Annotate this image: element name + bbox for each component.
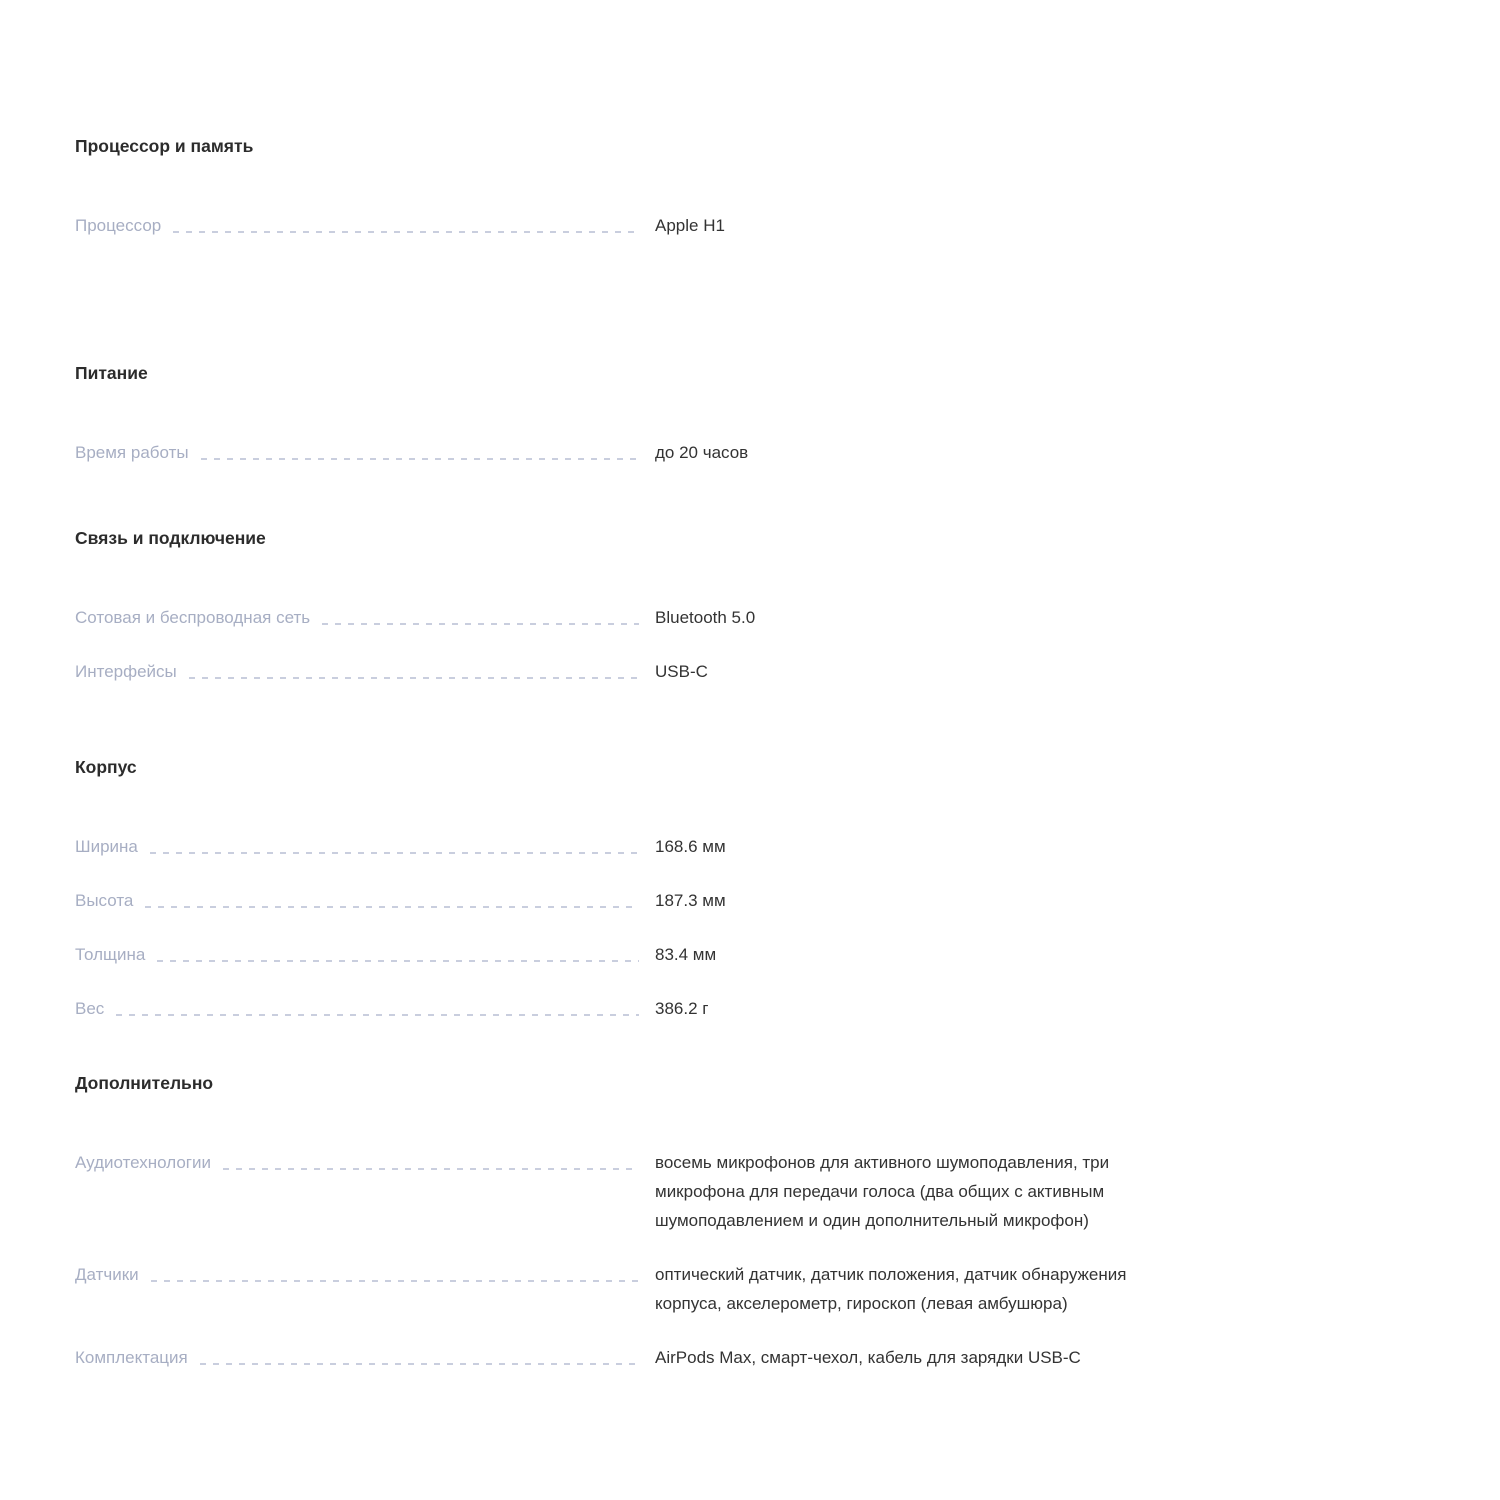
spec-label: Интерфейсы xyxy=(75,662,177,681)
spec-value: 386.2 г xyxy=(655,999,709,1018)
spec-value: Bluetooth 5.0 xyxy=(655,608,756,627)
spec-label: Комплектация xyxy=(75,1348,188,1367)
spec-value: USB-C xyxy=(655,662,708,681)
section-title: Процессор и память xyxy=(75,136,254,156)
spec-row xyxy=(75,211,1425,240)
spec-section-power xyxy=(75,361,1425,467)
spec-row-left xyxy=(75,832,655,861)
spec-value: восемь микрофонов для активного шумоподавления, три микрофона для передачи голоса (два общих с активным шумоподавлением и один дополнительный микрофон) xyxy=(655,1153,1110,1230)
spec-label: Высота xyxy=(75,891,134,910)
spec-label: Датчики xyxy=(75,1265,139,1284)
spec-row-left xyxy=(75,657,655,686)
leader-line xyxy=(157,960,639,962)
spec-section-body xyxy=(75,755,1425,1023)
spec-label: Время работы xyxy=(75,443,189,462)
section-title: Связь и подключение xyxy=(75,528,266,548)
spec-value: 83.4 мм xyxy=(655,945,717,964)
section-title: Питание xyxy=(75,363,148,383)
spec-row-left xyxy=(75,1343,655,1372)
leader-line xyxy=(201,458,639,460)
spec-row-left xyxy=(75,994,655,1023)
specifications-panel xyxy=(0,134,1500,1372)
spec-row-left xyxy=(75,211,655,240)
spec-label: Ширина xyxy=(75,837,138,856)
spec-value: Apple H1 xyxy=(655,216,725,235)
spec-row xyxy=(75,832,1425,861)
spec-row-left xyxy=(75,1260,655,1289)
spec-row-left xyxy=(75,940,655,969)
spec-row xyxy=(75,438,1425,467)
leader-line xyxy=(150,852,639,854)
leader-line xyxy=(151,1280,639,1282)
spec-value: 187.3 мм xyxy=(655,891,726,910)
spec-section-additional xyxy=(75,1071,1425,1372)
spec-section-connectivity xyxy=(75,526,1425,686)
spec-row-left xyxy=(75,438,655,467)
spec-row-left xyxy=(75,1148,655,1177)
spec-label: Сотовая и беспроводная сеть xyxy=(75,608,311,627)
leader-line xyxy=(223,1168,639,1170)
spec-row-left xyxy=(75,886,655,915)
spec-row xyxy=(75,1148,1425,1235)
leader-line xyxy=(145,906,639,908)
spec-row-left xyxy=(75,603,655,632)
section-title: Корпус xyxy=(75,757,137,777)
section-title: Дополнительно xyxy=(75,1073,214,1093)
spec-value: AirPods Max, смарт-чехол, кабель для зарядки USB-C xyxy=(655,1348,1081,1367)
spec-label: Толщина xyxy=(75,945,146,964)
spec-row xyxy=(75,603,1425,632)
spec-row xyxy=(75,657,1425,686)
spec-row xyxy=(75,940,1425,969)
spec-label: Вес xyxy=(75,999,105,1018)
spec-label: Аудиотехнологии xyxy=(75,1153,211,1172)
leader-line xyxy=(173,231,639,233)
leader-line xyxy=(116,1014,639,1016)
spec-value: до 20 часов xyxy=(655,443,749,462)
spec-row xyxy=(75,886,1425,915)
spec-row xyxy=(75,994,1425,1023)
leader-line xyxy=(189,677,639,679)
leader-line xyxy=(322,623,639,625)
spec-section-processor-memory xyxy=(75,134,1425,240)
spec-label: Процессор xyxy=(75,216,162,235)
spec-value: 168.6 мм xyxy=(655,837,726,856)
leader-line xyxy=(200,1363,639,1365)
spec-value: оптический датчик, датчик положения, датчик обнаружения корпуса, акселерометр, гироскоп (левая амбушюра) xyxy=(655,1265,1127,1313)
spec-row xyxy=(75,1343,1425,1372)
spec-row xyxy=(75,1260,1425,1318)
